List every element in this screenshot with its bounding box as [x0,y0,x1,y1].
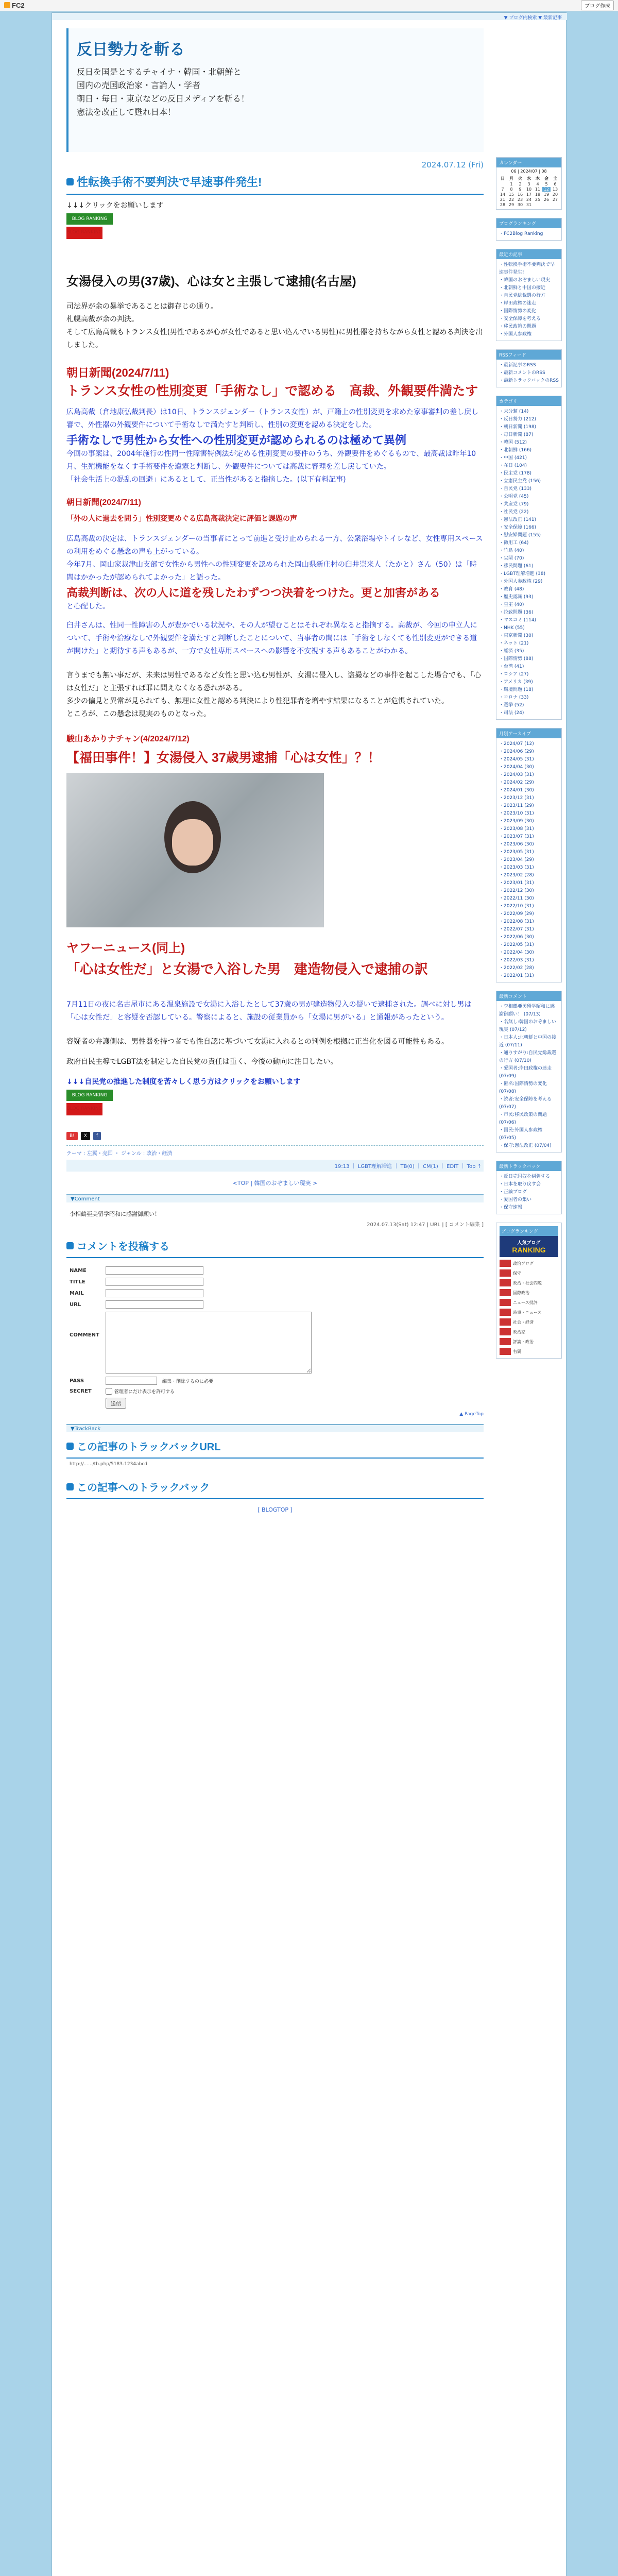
ranking-thumb-icon [500,1348,511,1355]
sidebar-box-header: カテゴリ [496,396,561,406]
comment-meta[interactable]: 2024.07.13(Sat) 12:47 | URL | [ コメント編集 ] [367,1222,484,1228]
sidebar-link[interactable]: ・国民:外国人参政権 (07/05) [499,1128,543,1141]
sidebar-link[interactable]: ・市民:移民政策の問題 (07/06) [499,1112,547,1125]
page-wrapper [52,12,566,2576]
entry-categories[interactable]: テーマ : 左翼・売国 ・ ジャンル : 政治・経済 [66,1145,484,1157]
calendar-day[interactable]: 31 [526,202,532,207]
ranking-logo-b: RANKING [512,1246,546,1254]
asahi2-end: と心配した。 [66,602,110,611]
calendar-day[interactable]: 22 [508,197,514,202]
sidebar-link[interactable]: ・性転換手術不要判決で早速事件発生! [499,262,555,275]
sidebar-link[interactable]: ・ロシア (27) [499,672,529,677]
asahi2-headline: 「外の人に過去を問う」性別変更めぐる広島高裁決定に評価と課題の声 [66,515,297,523]
yahoo-headline: 「心は女性だ」と女湯で入浴した男 建造物侵入で逮捕の訳 [66,961,428,977]
blogtop-link[interactable]: [ BLOGTOP ] [258,1506,293,1513]
sidebar-link[interactable]: ・2022/06 (30) [499,935,534,940]
calendar-grid [496,174,561,209]
sidebar-link[interactable]: ・2022/08 (31) [499,919,534,924]
calendar-day [542,202,551,207]
sidebar-link[interactable]: ・歴史認識 (93) [499,595,534,600]
sidebar-box [496,349,562,387]
entry-footer[interactable]: 19:13 ｜ LGBT理解増進 ｜ TB(0) ｜ CM(1) ｜ EDIT ｜ Top ↑ [66,1160,484,1172]
social-buttons [66,1132,484,1140]
sidebar-link[interactable]: ・経済 (35) [499,649,524,654]
sidebar-link[interactable]: ・東京新聞 (30) [499,633,534,638]
comment-text: 李相鶴亜美留学昭和に感謝御願い！ [70,1211,160,1217]
sidebar-box-list [496,228,561,240]
url-label: URL [70,1301,81,1308]
calendar-weekday: 水 [527,176,531,181]
sidebar-link[interactable]: ・移民政策の問題 [499,324,537,329]
trackback-section-header: ▼TrackBack [66,1424,484,1432]
intro-2: 札幌高裁が余の判決。 [66,315,139,324]
sidebar-link[interactable]: ・皇室 (40) [499,602,524,607]
ranking-item[interactable] [500,1299,558,1306]
calendar-day[interactable]: 16 [517,192,523,197]
calendar-day [551,202,559,207]
mail-label: MAIL [70,1290,84,1296]
ranking-banner-green-2[interactable]: BLOG RANKING [66,1090,113,1101]
ranking-item-label: 国際政治 [513,1290,529,1295]
sidebar-link[interactable]: ・2022/10 (31) [499,904,534,909]
asahi-label: 朝日新聞(2024/7/11) [66,366,169,379]
hatena-button[interactable]: B! [66,1132,78,1140]
sidebar-link[interactable]: ・環境問題 (18) [499,687,534,692]
sidebar-link[interactable]: ・2022/05 (31) [499,942,534,947]
sidebar-box-header: 最新コメント [496,991,561,1001]
calendar-month[interactable]: 06 | 2024/07 | 08 [511,169,547,174]
end-text-1: 容疑者の弁護側は、男性器を持つ者でも性自認に基づいて女湯に入れるとの判例を根拠に正当化を図る可能性もある。 [66,1038,449,1046]
ranking-logo-a: 人気ブログ [517,1240,541,1245]
calendar-day[interactable]: 12 [542,187,551,192]
mid-text-3: ところが、この懸念は現実のものとなった。 [66,710,211,718]
sidebar-link[interactable]: ・2023/02 (28) [499,873,534,878]
calendar-header: カレンダー [496,158,561,167]
calendar-day [534,202,542,207]
sidebar-link[interactable]: ・2024/01 (30) [499,788,534,793]
sidebar-link[interactable]: ・拉致問題 (36) [499,610,534,615]
sidebar-link[interactable]: ・外国人参政権 (29) [499,579,543,584]
blog-desc-2: 国内の売国政治家・言論人・学者 [77,80,201,90]
calendar-day[interactable]: 9 [519,187,522,192]
sidebar-link[interactable]: ・2023/05 (31) [499,850,534,855]
sidebar-link[interactable]: ・名無し:韓国のおぞましい現実 (07/12) [499,1020,557,1032]
tb-title-icon [66,1443,74,1450]
calendar-day[interactable]: 30 [517,202,523,207]
main-content [66,157,484,1520]
sidebar-link[interactable]: ・毎日新聞 (87) [499,432,534,437]
sidebar-link[interactable]: ・日本人:北朝鮮と中国の接近 (07/11) [499,1035,557,1048]
ranking-logo[interactable] [500,1236,558,1257]
blog-desc-3: 朝日・毎日・東京などの反日メディアを斬る！ [77,94,249,104]
sidebar-link[interactable]: ・反日勢力 (212) [499,417,537,422]
sidebar-link[interactable]: ・2022/04 (30) [499,950,534,955]
ranking-item[interactable] [500,1309,558,1316]
sidebar-link[interactable]: ・2022/02 (28) [499,965,534,971]
blog-title[interactable]: 反日勢力を斬る [77,41,185,58]
sidebar-link[interactable]: ・国際情勢の変化 [499,309,537,314]
sidebar-link[interactable]: ・中国 (421) [499,455,527,461]
secret-label: SECRET [70,1388,92,1394]
calendar-day[interactable]: 24 [526,197,532,202]
submit-button[interactable]: 送信 [106,1398,126,1409]
comment-textarea[interactable] [106,1312,312,1374]
pass-label: PASS [70,1378,84,1384]
sidebar-link[interactable]: ・2022/03 (31) [499,958,534,963]
ranking-item[interactable] [500,1328,558,1335]
comment-section-header: ▼Comment [66,1194,484,1202]
sidebar-link[interactable]: ・安全保障 (166) [499,525,537,530]
ranking-banner-red[interactable]: BLOG RANKING [66,227,102,239]
sidebar-box-list [496,259,561,341]
comment-form-title: コメントを投稿する [66,1236,484,1258]
sidebar-box [496,218,562,241]
sidebar-link[interactable]: ・正論ブログ [499,1190,527,1195]
facebook-button[interactable]: f [93,1132,101,1140]
fc2-toolbar [0,0,618,11]
sidebar-link[interactable]: ・2024/06 (29) [499,749,534,754]
ranking-item-label: 評論・政治 [513,1339,534,1344]
intro-3: そして広島高裁もトランス女性(男性であるが心が女性であると思い込んでいる男性)に男性器を持ちながら女性と認める判決を出しました。 [66,328,483,349]
ranking-item[interactable] [500,1289,558,1296]
entry-title-icon [66,178,74,185]
calendar-day[interactable]: 19 [543,192,550,197]
ranking-banner-green[interactable]: BLOG RANKING [66,213,113,225]
sidebar-link[interactable]: ・選挙 (52) [499,703,524,708]
calendar-day [499,182,507,187]
tb-url[interactable]: http://....../tb.php/5183-1234abcd [70,1462,147,1467]
end-click-note: ↓↓↓自民党の推進した制度を苦々しく思う方はクリックをお願いします [66,1078,301,1086]
sidebar-link[interactable]: ・NHK (55) [499,625,525,631]
mail-input[interactable] [106,1289,203,1297]
entry-nav[interactable]: <TOP | 韓国のおぞましい現実 > [232,1180,318,1187]
sidebar-link[interactable]: ・保守:憲法改正 (07/04) [499,1143,552,1148]
sidebar-box-header: 最新トラックバック [496,1161,561,1171]
sidebar-link[interactable]: ・在日 (104) [499,463,527,468]
sidebar-link[interactable]: ・外国人参政権 [499,332,532,337]
sidebar-link[interactable]: ・未分類 (14) [499,409,529,414]
sidebar [496,157,562,1367]
sidebar-link[interactable]: ・最新トラックバックのRSS [499,378,559,383]
sidebar-link[interactable]: ・2023/01 (31) [499,880,534,886]
calendar-day[interactable]: 8 [510,187,513,192]
calendar-day[interactable]: 14 [500,192,506,197]
asahi3-body: 臼井さんは、性同一性障害の人が豊かでいる状況や、その人が望むことはそれぞれ異なると指摘する。高裁が、今回の申立人について、手術や治療なしで外観要件を満たすと判断したことについて、当事者の間には「手術をしなくても性別変更ができる道が開けた」と期待する声もあるが、一方で女性専用スペースへの影響を不安視する声もあることがわかる。 [66,621,477,655]
ranking-item-label: ニュース批評 [513,1300,538,1305]
calendar-day[interactable]: 1 [510,182,513,187]
sidebar-link[interactable]: ・保守速報 [499,1205,523,1210]
sidebar-link[interactable]: ・2022/07 (31) [499,927,534,932]
ranking-item-label: 社会・経済 [513,1319,534,1325]
sidebar-link[interactable]: ・2022/12 (30) [499,888,534,893]
sidebar-link[interactable]: ・マスコミ (114) [499,618,537,623]
blog-header [66,28,484,152]
sidebar-link[interactable]: ・安全保障を考える [499,316,541,321]
sidebar-box-list [496,360,561,387]
sidebar-link[interactable]: ・2023/06 (30) [499,842,534,847]
ranking-banner-red-2[interactable]: BLOG RANKING [66,1103,102,1115]
pagetop-link[interactable]: ▲ PageTop [459,1412,484,1417]
ranking-widget [496,1223,562,1359]
sidebar-link[interactable]: ・社民党 (22) [499,510,529,515]
sidebar-link[interactable]: ・共産党 (79) [499,502,529,507]
ranking-item[interactable] [500,1269,558,1277]
calendar-weekday: 日 [501,176,505,181]
ranking-thumb-icon [500,1279,511,1286]
sidebar-box-list [496,738,561,982]
sidebar-link[interactable]: ・2024/07 (12) [499,741,534,747]
calendar-day[interactable]: 29 [508,202,514,207]
sidebar-link[interactable]: ・2022/09 (29) [499,911,534,917]
sidebar-link[interactable]: ・最新記事のRSS [499,363,536,368]
x-button[interactable]: X [81,1132,90,1140]
comment-label: COMMENT [70,1332,99,1338]
sidebar-link[interactable]: ・2024/02 (29) [499,780,534,785]
calendar-day[interactable]: 28 [500,202,506,207]
title-label: TITLE [70,1279,85,1285]
sidebar-link[interactable]: ・2024/03 (31) [499,772,534,777]
sidebar-link[interactable]: ・教育 (48) [499,587,524,592]
sidebar-link[interactable]: ・司法 (24) [499,710,524,716]
end-text-2: 政府自民主導でLGBT法を制定した自民党の責任は重く、今後の動向に注目したい。 [66,1058,338,1066]
sidebar-link[interactable]: ・2023/09 (30) [499,819,534,824]
calendar-day[interactable]: 26 [543,197,550,202]
click-note: ↓↓↓クリックをお願いします [66,201,164,210]
calendar-day[interactable]: 4 [536,182,539,187]
ranking-thumb-icon [500,1318,511,1326]
asahi-body: 広島高裁（倉地康弘裁判長）は10日、トランスジェンダー（トランス女性）が、戸籍上の性別変更を求めた家事審判の差し戻し審で、外性器の外観要件について手術なしで満たすと判断し、性別の変更を認める決定をした。 [66,408,479,429]
sidebar-link[interactable]: ・竹島 (40) [499,548,524,553]
sidebar-link[interactable]: ・2023/04 (29) [499,857,534,862]
ranking-thumb-icon [500,1269,511,1277]
tb-url-title: この記事のトラックバックURL [66,1436,484,1459]
entry-title[interactable]: 性転換手術不要判決で早速事件発生! [66,172,484,195]
sidebar-link[interactable]: ・読者:安全保障を考える (07/07) [499,1097,552,1110]
sidebar-box [496,991,562,1153]
sidebar-link[interactable]: ・反日売国奴を糾弾する [499,1174,551,1179]
calendar-day[interactable]: 6 [554,182,557,187]
sidebar-box-header: RSSフィード [496,350,561,360]
sidebar-box-list [496,406,561,719]
calendar-day[interactable]: 21 [500,197,506,202]
sidebar-link[interactable]: ・立憲民主党 (156) [499,479,541,484]
calendar-day[interactable]: 18 [535,192,541,197]
asahi2-quote: 今年7月、岡山家裁津山支部で女性から男性への性別変更を認められた岡山県新庄村の臼井崇来人（たかと）さん（50）は「時間はかかったが認められてよかった」と語った。 [66,561,477,582]
calendar-day[interactable]: 17 [526,192,532,197]
sidebar-link[interactable]: ・2023/03 (31) [499,865,534,870]
sidebar-link[interactable]: ・愛国者:岸田政権の迷走 (07/09) [499,1066,552,1079]
url-input[interactable] [106,1300,203,1309]
top-links[interactable]: ▼ ブログ内検索 ▼ 最新記事 [52,13,567,20]
sidebar-box [496,249,562,341]
sidebar-box-header: 最近の記事 [496,249,561,259]
sidebar-link[interactable]: ・李相鶴亜美留学昭和に感謝御願い！ (07/13) [499,1004,555,1017]
sidebar-box-header: ブログランキング [496,218,561,228]
calendar-day[interactable]: 27 [552,197,558,202]
ranking-thumb-icon [500,1289,511,1296]
sidebar-box [496,728,562,982]
ranking-item[interactable] [500,1338,558,1345]
ranking-item-label: 右翼 [513,1349,521,1354]
mid-text-1: 言うまでも無い事だが、未来は男性であるなど女性と思い込む男性が、女湯に侵入し、盗撮などの事件を起こした場合でも、「心は女性だ」と主張すれば罪に問えなくなる恐れがある。 [66,671,481,692]
sidebar-link[interactable]: ・最新コメントのRSS [499,370,545,376]
sidebar-box-list [496,1001,561,1152]
ranking-item-label: 政治・社会問題 [513,1280,542,1285]
secret-note: 管理者にだけ表示を許可する [114,1389,175,1395]
ranking-thumb-icon [500,1309,511,1316]
sidebar-link[interactable]: ・北朝鮮と中国の接近 [499,285,546,291]
chukyo-label: 駿山あかりナチャン(4/2024/7/12) [66,735,190,743]
sidebar-link[interactable]: ・2023/08 (31) [499,826,534,832]
calendar-day[interactable]: 20 [552,192,558,197]
ranking-item[interactable] [500,1279,558,1286]
fc2-logo-icon [4,2,10,8]
comment-title-icon [66,1242,74,1249]
mid-text-2: 多少の偏見と異常が見られても、無理に女性と認める判決により性犯罪者を増やす結果になることが危惧されていた。 [66,697,449,705]
create-blog-button[interactable]: ブログ作成 [581,1,614,10]
name-input[interactable] [106,1266,203,1275]
ranking-thumb-icon [500,1260,511,1267]
calendar-day[interactable]: 25 [535,197,541,202]
sidebar-box [496,1161,562,1214]
calendar-day[interactable]: 2 [519,182,522,187]
sidebar-link[interactable]: ・コロナ (33) [499,695,529,700]
ranking-item[interactable] [500,1260,558,1267]
asahi2-body: 広島高裁の決定は、トランスジェンダーの当事者にとって前進と受け止められる一方、公衆浴場やトイレなど、女性専用スペースの利用をめぐる懸念の声も上がっている。 [66,535,483,556]
ranking-item[interactable] [500,1348,558,1355]
ranking-item-label: 政治家 [513,1329,525,1334]
tb-list-title: この記事へのトラックバック [66,1477,484,1499]
sidebar-link[interactable]: ・徴用工 (64) [499,540,529,546]
sidebar-link[interactable]: ・民主党 (178) [499,471,532,476]
calendar-day[interactable]: 7 [501,187,504,192]
sidebar-link[interactable]: ・通りすがり:自民党総裁選の行方 (07/10) [499,1050,557,1063]
comment-item [66,1202,484,1228]
sidebar-box [496,396,562,720]
calendar-weekday: 火 [518,176,522,181]
ranking-item-label: 保守 [513,1270,521,1276]
entry-date: 2024.07.12 (Fri) [421,160,484,170]
sidebar-link[interactable]: ・憲法改正 (141) [499,517,537,522]
asahi-tail-2: 「社会生活上の混乱の回避」にあるとして、正当性があると指摘した。(以下有料記事) [66,476,346,484]
calendar-weekday: 土 [553,176,557,181]
sidebar-link[interactable]: ・2024/05 (31) [499,757,534,762]
sidebar-link[interactable]: ・匿名:国際情勢の変化 (07/08) [499,1081,547,1094]
ranking-item-label: 時事・ニュース [513,1310,542,1315]
calendar-day[interactable]: 11 [535,187,541,192]
sidebar-link[interactable]: ・韓国 (512) [499,440,527,445]
calendar-weekday: 木 [536,176,540,181]
calendar-day[interactable]: 3 [527,182,530,187]
calendar-day[interactable]: 23 [517,197,523,202]
sidebar-link[interactable]: ・愛国者の集い [499,1197,532,1202]
ranking-thumb-icon [500,1328,511,1335]
calendar-day[interactable]: 10 [526,187,532,192]
comment-form [66,1258,484,1417]
calendar-day[interactable]: 15 [508,192,514,197]
sidebar-link[interactable]: ・2023/07 (31) [499,834,534,839]
sidebar-link[interactable]: ・北朝鮮 (166) [499,448,532,453]
pass-note: 編集・削除するのに必要 [162,1379,214,1384]
sidebar-link[interactable]: ・自民党総裁選の行方 [499,293,546,298]
sidebar-link[interactable]: ・慰安婦問題 (155) [499,533,541,538]
sidebar-link[interactable]: ・2023/11 (29) [499,803,534,808]
pass-input[interactable] [106,1377,157,1385]
sidebar-link[interactable]: ・アメリカ (39) [499,680,533,685]
title-input[interactable] [106,1278,203,1286]
yahoo-body: 7月11日の夜に名古屋市にある温泉施設で女湯に入浴したとして37歳の男が建造物侵入の疑いで逮捕された。調べに対し男は「心は女性だ」と容疑を否認している。警察によると、施設の従業員から「女湯に男がいる」と通報があったという。 [66,1001,472,1022]
entry-headline: 女湯侵入の男(37歳)、心は女と主張して逮捕(名古屋) [66,275,356,289]
tb-list-icon [66,1483,74,1490]
ranking-item-label: 政治ブログ [513,1261,534,1266]
sidebar-link[interactable]: ・台湾 (41) [499,664,524,669]
sidebar-link[interactable]: ・LGBT理解増進 (38) [499,571,545,577]
sidebar-link[interactable]: ・国際情勢 (88) [499,656,534,662]
secret-checkbox[interactable] [106,1388,112,1395]
sidebar-box-header: 月別アーカイブ [496,728,561,738]
blog-desc-4: 憲法を改正して甦れ日本！ [77,107,176,117]
calendar-day[interactable]: 5 [545,182,548,187]
asahi-headline: トランス女性の性別変更「手術なし」で認める 高裁、外観要件満たす [66,384,478,398]
sidebar-link[interactable]: ・岸田政権の迷走 [499,301,537,306]
intro-1: 司法界が余の暴挙であることは御存じの通り。 [66,302,218,311]
calendar-weekday: 月 [509,176,513,181]
sidebar-link[interactable]: ・2024/04 (30) [499,765,534,770]
fc2-logo[interactable]: FC2 [4,2,25,9]
yahoo-label: ヤフーニュース(同上) [66,941,185,955]
calendar-day[interactable]: 13 [552,187,558,192]
asahi2-label: 朝日新聞(2024/7/11) [66,498,141,507]
name-label: NAME [70,1267,87,1274]
blog-desc-1: 反日を国是とするチャイナ・韓国・北朝鮮と [77,67,242,77]
calendar-box [496,157,562,210]
calendar-weekday: 金 [544,176,548,181]
ranking-thumb-icon [500,1299,511,1306]
chukyo-headline: 【福田事件！】女湯侵入 37歳男逮捕「心は女性」？！ [66,751,381,765]
sidebar-link[interactable]: ・2022/11 (30) [499,896,534,901]
sidebar-link[interactable]: ・公明党 (45) [499,494,529,499]
sidebar-link[interactable]: ・日本を取り戻す会 [499,1182,541,1187]
sidebar-link[interactable]: ・尖閣 (70) [499,556,524,561]
ranking-thumb-icon [500,1338,511,1345]
sidebar-link[interactable]: ・自民党 (133) [499,486,532,492]
asahi2-highlight: 高裁判断は、次の人に道を残したわずつつ決着をつけた。更と加害がある [66,587,441,600]
sidebar-box-list [496,1171,561,1214]
ranking-header: ブログランキング [500,1226,558,1236]
sidebar-link[interactable]: ・韓国のおぞましい現実 [499,278,551,283]
sidebar-link[interactable]: ・朝日新聞 (198) [499,425,537,430]
sidebar-link[interactable]: ・移民問題 (61) [499,564,534,569]
news-photo [66,773,324,927]
asahi-highlight: 手術なしで男性から女性への性別変更が認められるのは極めて異例 [66,434,407,447]
sidebar-link[interactable]: ・2022/01 (31) [499,973,534,978]
sidebar-link[interactable]: ・2023/10 (31) [499,811,534,816]
sidebar-link[interactable]: ・FC2Blog Ranking [499,231,543,236]
sidebar-link[interactable]: ・ネット (21) [499,641,529,646]
ranking-item[interactable] [500,1318,558,1326]
asahi-tail: 今回の事案は、2004年施行の性同一性障害特例法が定める性別変更の要件のうち、外観要件をめぐるもので、最高裁は昨年10月、生殖機能をなくす手術要件を違憲と判断し、外観要件については高裁に審理を差し戻していた。 [66,450,476,471]
sidebar-link[interactable]: ・2023/12 (31) [499,795,534,801]
